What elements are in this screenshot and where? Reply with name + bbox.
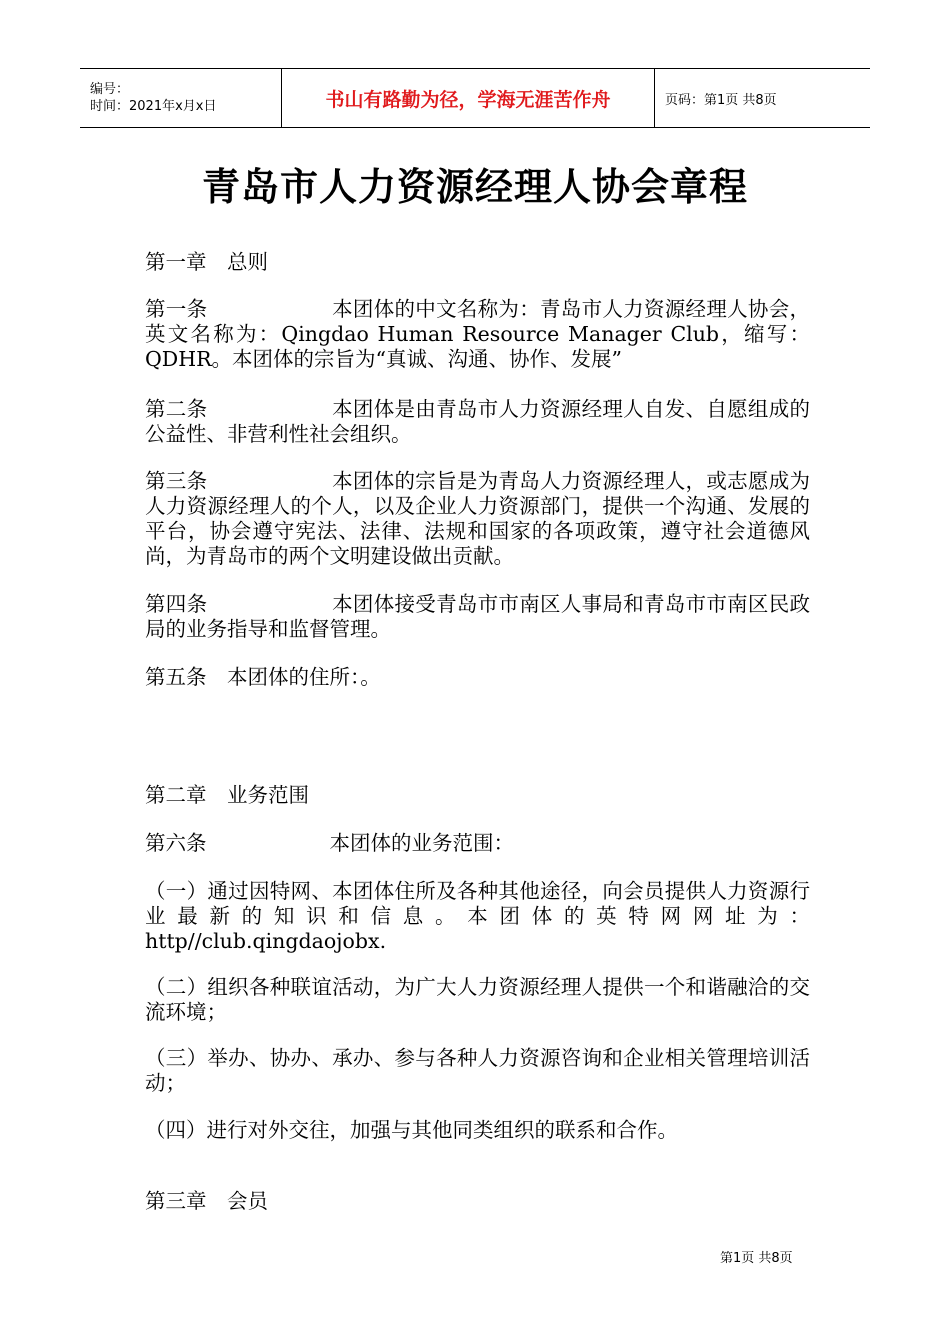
article-paragraph: 第一条 本团体的中文名称为：青岛市人力资源经理人协会，英文名称为：Qingdao Human Resource Manager Club，缩写：QDHR。本团体的宗旨为“真诚、沟通、协作、发展” (145, 297, 810, 371)
page-footer: 第1页 共8页 (720, 1251, 793, 1266)
chapter-heading: 第一章 总则 (145, 250, 268, 274)
article-paragraph: 第五条 本团体的住所：。 (145, 665, 381, 689)
number-label: 编号： (90, 82, 130, 97)
article-paragraph: 第二条 本团体是由青岛市人力资源经理人自发、自愿组成的公益性、非营利性社会组织。 (145, 397, 810, 446)
page-header (80, 68, 870, 128)
list-item: （四）进行对外交往，加强与其他同类组织的联系和合作。 (145, 1118, 678, 1142)
article-paragraph: 第三条 本团体的宗旨是为青岛人力资源经理人，或志愿成为人力资源经理人的个人，以及企业人力资源部门，提供一个沟通、发展的平台，协会遵守宪法、法律、法规和国家的各项政策，遵守社会道德风尚，为青岛市的两个文明建设做出贡献。 (145, 469, 810, 568)
header-meta (80, 69, 282, 127)
chapter-heading: 第三章 会员 (145, 1189, 268, 1213)
article-paragraph: 第四条 本团体接受青岛市市南区人事局和青岛市市南区民政局的业务指导和监督管理。 (145, 592, 810, 641)
list-item: （二）组织各种联谊活动，为广大人力资源经理人提供一个和谐融洽的交流环境； (145, 975, 810, 1024)
header-motto: 书山有路勤为径，学海无涯苦作舟 (282, 69, 655, 127)
article-paragraph: 第六条 本团体的业务范围： (145, 831, 514, 855)
header-page-code: 页码：第1页 共8页 (665, 92, 777, 108)
document-title: 青岛市人力资源经理人协会章程 (201, 165, 748, 209)
time-label: 时间：2021年x月x日 (90, 99, 217, 114)
list-item: （三）举办、协办、承办、参与各种人力资源咨询和企业相关管理培训活动； (145, 1046, 810, 1095)
list-item: （一）通过因特网、本团体住所及各种其他途径，向会员提供人力资源行业最新的知识和信息。本团体的英特网网址为：http//club.qingdaojobx. (145, 879, 810, 953)
chapter-heading: 第二章 业务范围 (145, 783, 309, 807)
